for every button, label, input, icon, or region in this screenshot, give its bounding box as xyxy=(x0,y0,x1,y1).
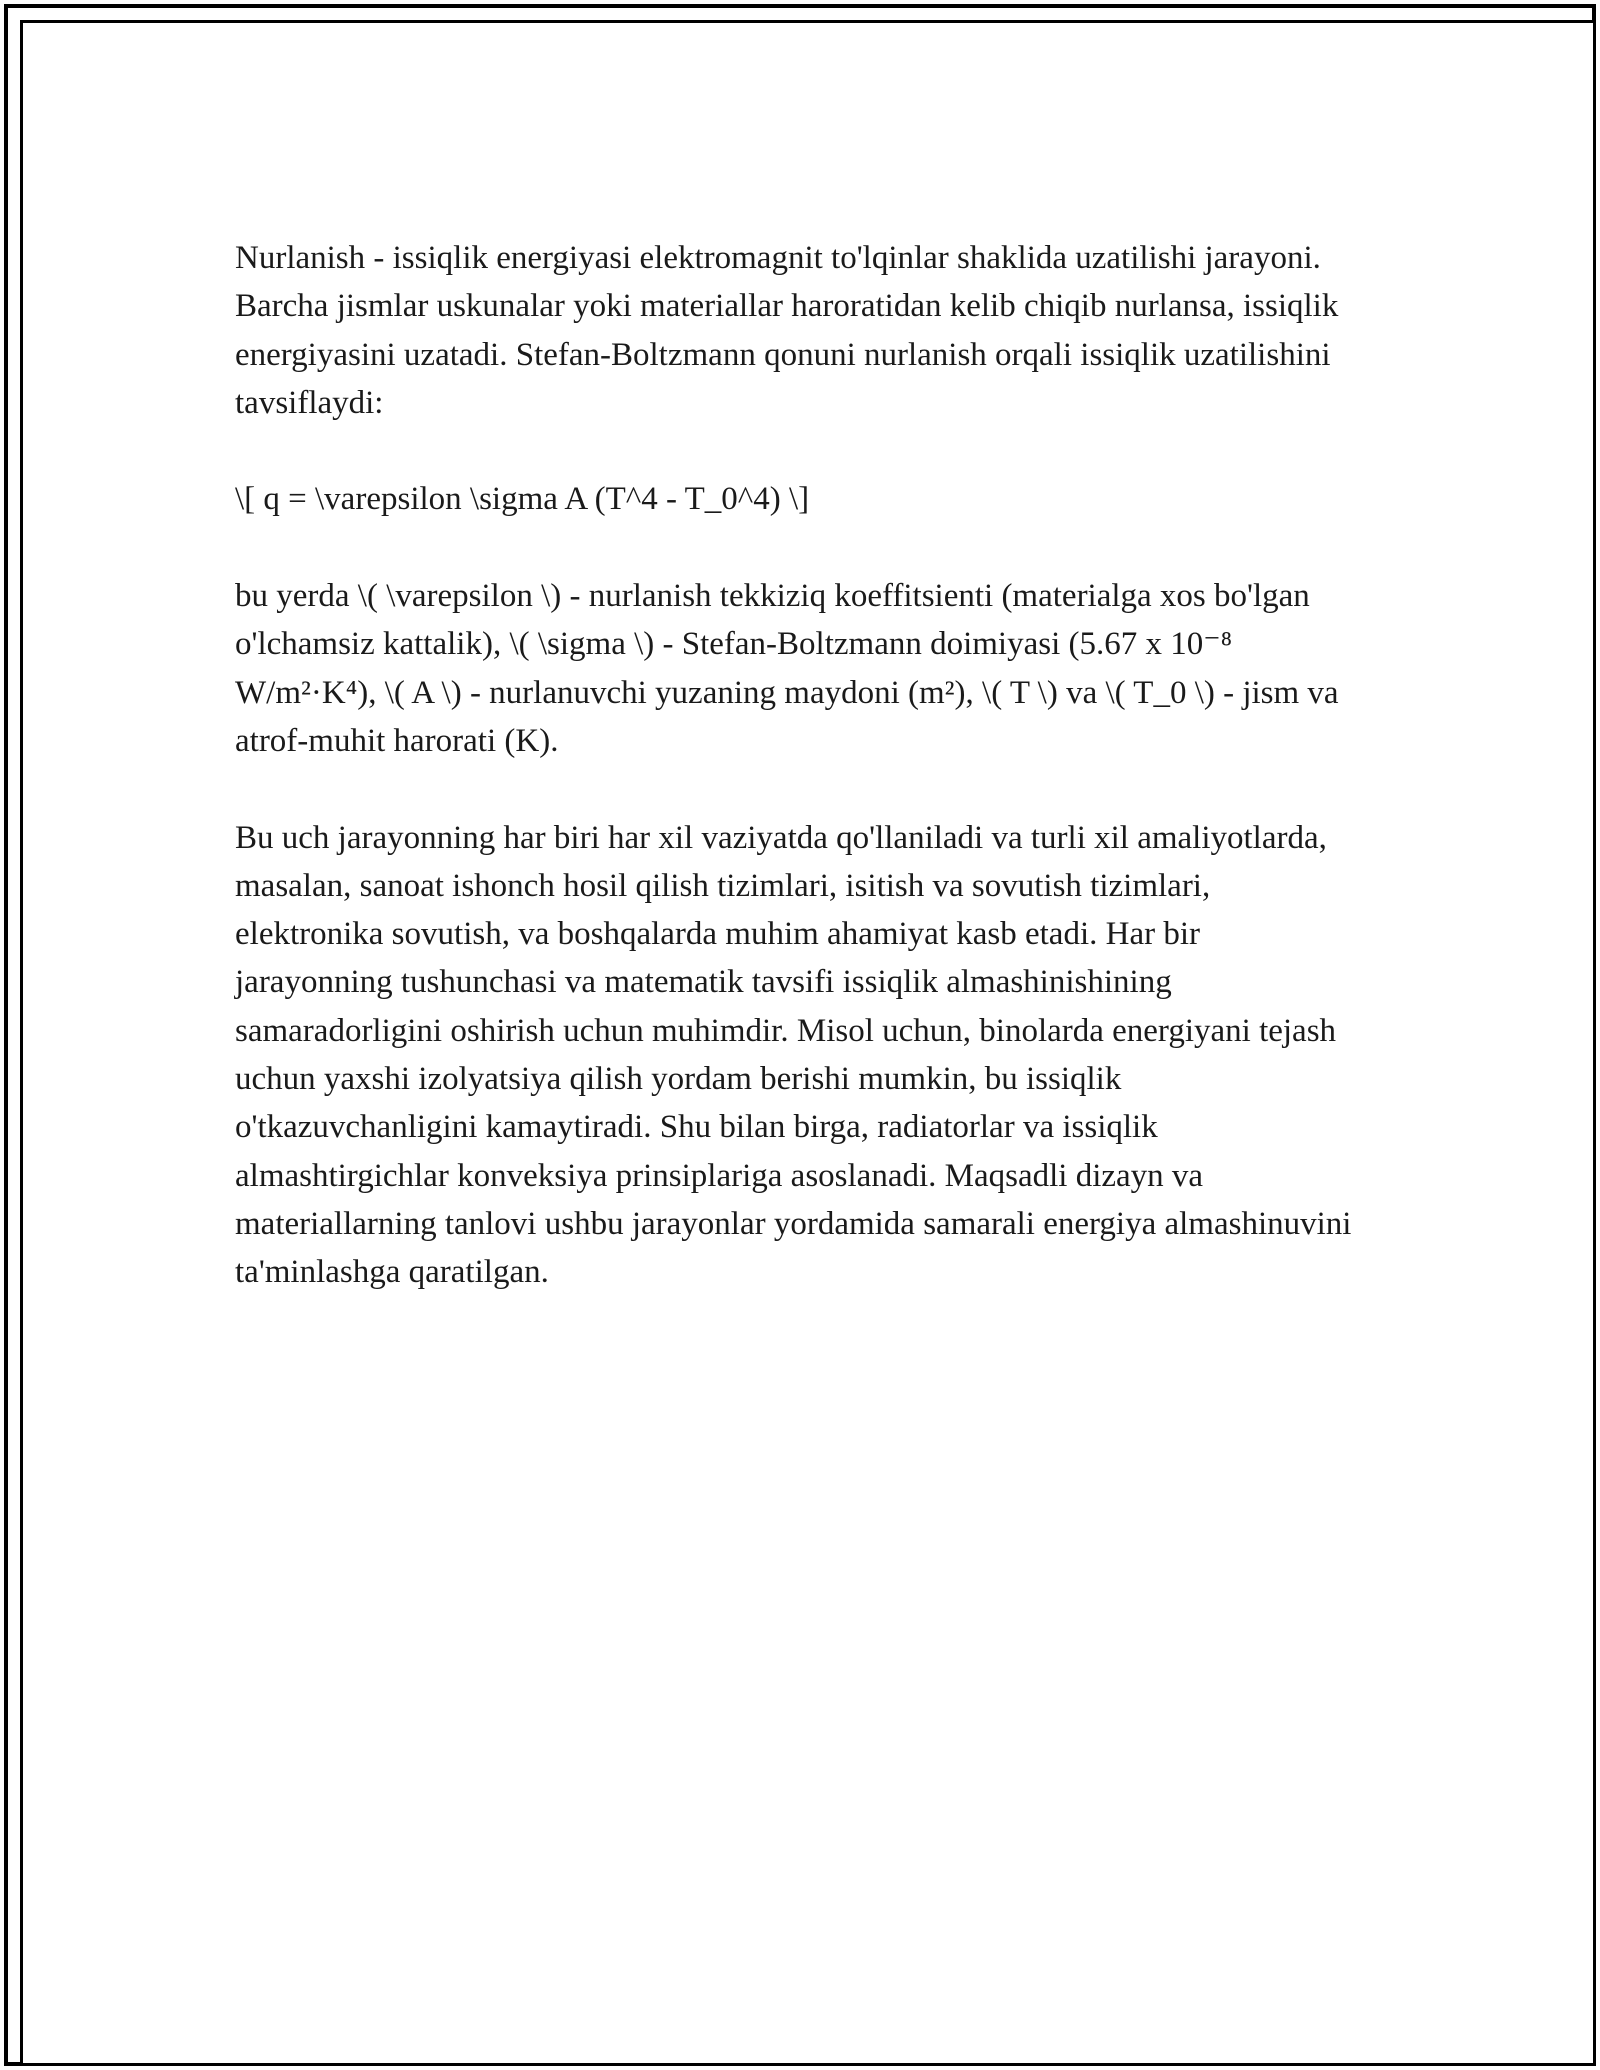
formula-stefan-boltzmann: \[ q = \varepsilon \sigma A (T^4 - T_0^4) \] xyxy=(235,481,810,518)
paragraph-formula-definitions: bu yerda \( \varepsilon \) - nurlanish tekkiziq koeffitsienti (materialga xos bo'lgan o'lchamsiz kattalik), \( \sigma \) - Stefan-Boltzmann doimiyasi (5.67 x 10⁻⁸ W/m²·K⁴), \( A \) - nurlanuvchi yuzaning maydoni (m²), \( T \) va \( T_0 \) - jism va atrof-muhit harorati (K). xyxy=(235,578,1339,759)
paragraph-applications: Bu uch jarayonning har biri har xil vaziyatda qo'llaniladi va turli xil amaliyotlarda, masalan, sanoat ishonch hosil qilish tizimlari, isitish va sovutish tizimlari, elektronika sovutish, va boshqalarda muhim ahamiyat kasb etadi. Har bir jarayonning tushunchasi va matematik tavsifi issiqlik almashinishining samaradorligini oshirish uchun muhimdir. Misol uchun, binolarda energiyani tejash uchun yaxshi izolyatsiya qilish yordam berishi mumkin, bu issiqlik o'tkazuvchanligini kamaytiradi. Shu bilan birga, radiatorlar va issiqlik almashtirgichlar konveksiya prinsiplariga asoslanadi. Maqsadli dizayn va materiallarning tanlovi ushbu jarayonlar yordamida samarali energiya almashinuvini ta'minlashga qaratilgan. xyxy=(235,819,1352,1291)
document-body xyxy=(235,234,1365,1345)
paragraph-radiation-intro: Nurlanish - issiqlik energiyasi elektromagnit to'lqinlar shaklida uzatilishi jarayoni. Barcha jismlar uskunalar yoki materiallar haroratidan kelib chiqib nurlansa, issiqlik energiyasini uzatadi. Stefan-Boltzmann qonuni nurlanish orqali issiqlik uzatilishini tavsiflaydi: xyxy=(235,240,1339,421)
